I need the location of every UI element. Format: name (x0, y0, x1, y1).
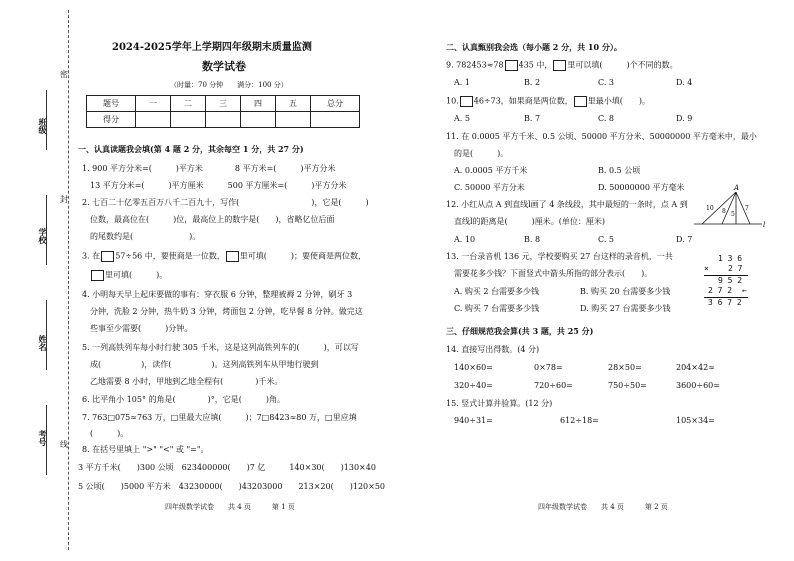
answer-box[interactable] (505, 60, 518, 71)
score-label-cell: 得分 (87, 112, 136, 128)
calc-row-3: 9 5 2 (718, 276, 743, 285)
score-header-cell: 总分 (311, 96, 360, 112)
q14-item[interactable]: 750÷50= (608, 381, 647, 390)
q10-option-c[interactable]: C. 8 (598, 114, 615, 123)
q12-option-d[interactable]: D. 7 (676, 235, 693, 244)
q14-item[interactable]: 0×78= (534, 363, 563, 372)
length-label: 8 (722, 208, 726, 215)
q13-option-c[interactable]: C. 购买 7 台需要多少钱 (454, 304, 540, 313)
q3-middle: 57÷56 中，要使商是一位数， (115, 251, 225, 261)
length-label: 7 (745, 205, 749, 212)
q5-line-1: 5. 一列高铁列车每小时行驶 305 千米，这是这列高铁列车的( )，可以写 (82, 343, 359, 352)
number-label: 考号 (38, 430, 48, 446)
exam-meta: （时量：70 分钟 满分：100 分） (170, 81, 288, 89)
q11-option-d[interactable]: D. 50000000 平方毫米 (598, 183, 685, 192)
q11-option-b[interactable]: B. 0.5 公顷 (598, 166, 641, 175)
score-header-cell: 三 (206, 96, 241, 112)
q14-item[interactable]: 204×42≈ (676, 363, 715, 372)
school-label: 学校 (38, 228, 48, 244)
q1-line-1: 1. 900 平方分米=( )平方米 8 平方米=( )平方分米 (82, 164, 336, 173)
q4-line-2: 分钟，洗脸 2 分钟，热牛奶 3 分钟，烤面包 2 分钟，吃早餐 8 分钟。做完这 (90, 307, 363, 316)
line-l-label: l (763, 221, 766, 229)
seal-char-1: 密 (60, 70, 68, 79)
q10-line (446, 96, 650, 107)
q3-suffix: 里可填( )；要使商是两位数， (239, 251, 367, 261)
q7-line-1: 7. 763□075≈763 万，□里最大应填( )；7□8423≈80 万，□里应填 (82, 413, 357, 422)
score-table (86, 95, 360, 128)
name-line (46, 300, 47, 370)
q9-suffix: 里可以填( )个不同的数。 (567, 60, 678, 70)
class-line (46, 90, 47, 150)
seal-char-3: 线 (60, 440, 68, 449)
q13-vertical-calc (702, 254, 752, 310)
answer-box[interactable] (226, 251, 239, 262)
answer-box[interactable] (553, 60, 566, 71)
q14-item[interactable]: 3600÷60= (676, 381, 720, 390)
right-page-footer: 四年级数学试卷 共 4 页 第 2 页 (538, 503, 668, 511)
answer-box[interactable] (574, 96, 587, 107)
section-1-heading: 一、认真读题我会填(第 4 题 2 分，其余每空 1 分，共 27 分) (78, 144, 304, 154)
section-3-heading: 三、仔细规范我会算(共 3 题，共 25 分) (446, 326, 594, 336)
q13-option-b[interactable]: B. 购买 20 台需要多少钱 (580, 287, 671, 296)
q15-heading: 15. 竖式计算并验算。(12 分) (446, 399, 553, 408)
calc-row-5: 3 6 7 2 (708, 298, 742, 307)
q10-suffix: 里最小填( )。 (587, 96, 651, 106)
q13-line-1: 13. 一台录音机 136 元，学校要购买 27 台这样的录音机，一共 (446, 252, 673, 261)
q9-option-d[interactable]: D. 4 (676, 78, 693, 87)
q14-item[interactable]: 720÷60= (534, 381, 573, 390)
number-line (46, 405, 47, 475)
q5-line-3: 乙地需要 8 小时，甲地到乙地全程有( )千米。 (90, 377, 283, 386)
q12-option-c[interactable]: C. 5 (598, 235, 615, 244)
length-label: 5 (731, 211, 735, 218)
q10-option-d[interactable]: D. 9 (676, 114, 693, 123)
q12-option-a[interactable]: A. 10 (454, 235, 476, 244)
q15-item[interactable]: 105×34= (676, 416, 715, 425)
q7-line-2: ( )。 (90, 429, 129, 438)
q9-option-b[interactable]: B. 2 (524, 78, 541, 87)
q2-line-2: 位数，最高位在( )位，最高位上的数字是( )，省略亿位后面 (90, 215, 335, 224)
score-header-cell: 二 (171, 96, 206, 112)
q8-line: 8. 在括号里填上 ">" "<" 或 "="。 (82, 445, 209, 454)
score-input-cell[interactable] (276, 112, 311, 128)
calc-arrow: ← (742, 286, 747, 295)
binding-line (68, 10, 69, 550)
answer-box[interactable] (91, 270, 104, 281)
q6-line: 6. 比平角小 105° 的角是( )°，它是( )角。 (82, 395, 286, 404)
q9-middle: 435 中， (518, 60, 553, 70)
length-label: 10 (706, 205, 714, 212)
exam-subject: 数学试卷 (202, 60, 246, 73)
q3-line-2 (90, 270, 167, 281)
exam-title: 2024-2025学年上学期四年级期末质量监测 (112, 42, 312, 53)
score-input-cell[interactable] (311, 112, 360, 128)
score-input-cell[interactable] (206, 112, 241, 128)
q10-middle: 46÷73，如果商是两位数， (473, 96, 573, 106)
name-label: 姓名 (38, 335, 48, 351)
score-input-cell[interactable] (241, 112, 276, 128)
q11-line-1: 11. 在 0.0005 平方千米、0.5 公顷、50000 平方分米、50000000 平方毫米中，最小 (446, 132, 757, 141)
school-line (46, 195, 47, 265)
q3-prefix: 3. 在 (82, 251, 101, 261)
q12-figure (694, 186, 766, 230)
score-header-cell: 题号 (87, 96, 136, 112)
q14-heading: 14. 直接写出得数。(4 分) (446, 345, 540, 354)
score-header-cell: 一 (136, 96, 171, 112)
calc-times: × (704, 264, 709, 273)
q3-line-1 (82, 251, 366, 262)
q12-line-1: 12. 小红从点 A 到直线l画了 4 条线段，其中最短的一条时，点 A 到 (446, 200, 688, 209)
point-a-label: A (734, 184, 740, 192)
q9-prefix: 9. 782453≈78 (446, 60, 504, 70)
score-input-cell[interactable] (136, 112, 171, 128)
q10-prefix: 10. (446, 96, 459, 106)
score-input-cell[interactable] (171, 112, 206, 128)
q9-option-a[interactable]: A. 1 (454, 78, 470, 87)
q2-line-3: 的尾数约是( )。 (90, 232, 201, 241)
q9-line (446, 60, 678, 71)
answer-box[interactable] (101, 251, 114, 262)
q14-item[interactable]: 320÷40= (454, 381, 493, 390)
calc-row-4: 2 7 2 (708, 286, 733, 295)
calc-row-2: 2 7 (728, 264, 743, 273)
q14-item[interactable]: 28×50= (608, 363, 642, 372)
q12-option-b[interactable]: B. 8 (524, 235, 541, 244)
score-header-cell: 五 (276, 96, 311, 112)
q10-option-b[interactable]: B. 7 (524, 114, 541, 123)
q10-option-a[interactable]: A. 5 (454, 114, 470, 123)
q8-row-1: 3 平方千米( )300 公顷 623400000( )7 亿 140×30( )130×40 (78, 463, 376, 472)
left-page-footer: 四年级数学试卷 共 4 页 第 1 页 (165, 503, 295, 511)
answer-box[interactable] (460, 96, 473, 107)
q9-option-c[interactable]: C. 3 (598, 78, 615, 87)
q4-line-3: 些事至少需要( )分钟。 (90, 324, 193, 333)
section-2-heading: 二、认真甄别我会选（每小题 2 分，共 10 分）。 (446, 42, 622, 52)
q12-line-2: 直线l的距离是( )厘米。(单位：厘米) (454, 217, 606, 226)
q5-line-2: 成( )，读作( )。这列高铁列车从甲地行驶到 (90, 360, 319, 369)
q8-row-2: 5 公顷( )5000 平方米 43230000( )43203000 213×20( )120×50 (78, 482, 386, 491)
q14-item[interactable]: 140×60= (454, 363, 493, 372)
q11-option-c[interactable]: C. 50000 平方分米 (454, 183, 525, 192)
q13-option-a[interactable]: A. 购买 2 台需要多少钱 (454, 287, 540, 296)
q13-option-d[interactable]: D. 购买 27 台需要多少钱 (580, 304, 671, 313)
calc-row-1: 1 3 6 (718, 254, 743, 263)
score-header-cell: 四 (241, 96, 276, 112)
q3-line-2-text: 里可填( )。 (105, 270, 168, 280)
q1-line-2: 13 平方分米=( )平方厘米 500 平方厘米=( )平方分米 (90, 181, 347, 190)
q4-line-1: 4. 小明每天早上起床要做的事有：穿衣服 6 分钟，整理被褥 2 分钟，刷牙 3 (82, 290, 353, 299)
q15-item[interactable]: 940÷31= (454, 416, 493, 425)
class-label: 班级 (38, 118, 48, 134)
seal-char-2: 封 (60, 195, 68, 204)
q15-item[interactable]: 612÷18= (560, 416, 599, 425)
q2-line-1: 2. 七百二十亿零五百万八千二百九十，写作( )，它是( ) (82, 198, 369, 207)
q11-line-2: 的是( )。 (454, 149, 509, 158)
q13-line-2: 需要花多少钱？下面竖式中箭头所指的部分表示( )。 (454, 269, 653, 278)
q11-option-a[interactable]: A. 0.0005 平方千米 (454, 166, 528, 175)
